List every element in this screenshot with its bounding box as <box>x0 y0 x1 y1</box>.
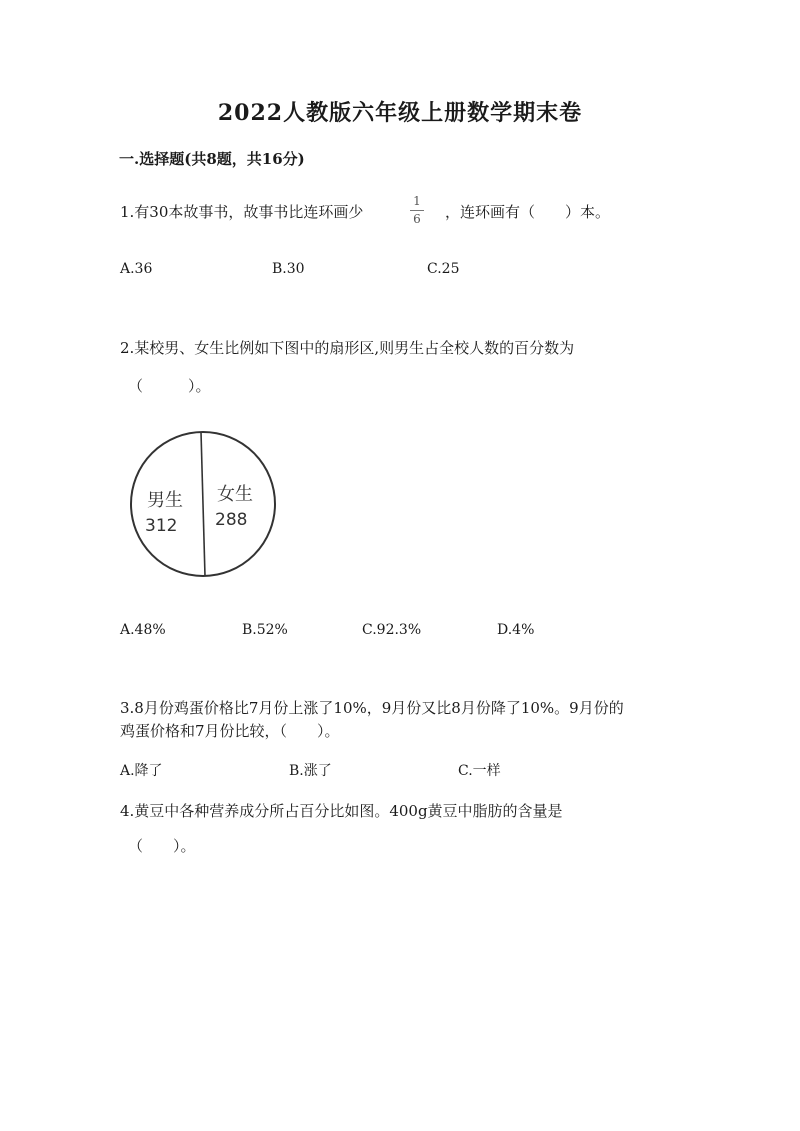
q3-text-line2: 鸡蛋价格和7月份比较，（ ）。 <box>120 722 340 740</box>
pie-label-boys: 男生 <box>147 490 183 511</box>
q2-option-b[interactable]: B.52% <box>242 622 288 638</box>
q1-text-part2: ，连环画有（ ）本。 <box>445 203 611 221</box>
q1-option-a[interactable]: A.36 <box>120 261 153 277</box>
pie-value-boys: 312 <box>145 516 178 536</box>
q2-option-a[interactable]: A.48% <box>120 622 166 638</box>
q1-fraction-numerator: 1 <box>413 194 421 208</box>
q2-text-line2: （ ）。 <box>128 377 211 395</box>
q2-option-d[interactable]: D.4% <box>497 622 535 638</box>
q3-option-b[interactable]: B.涨了 <box>289 763 332 779</box>
q4-text-line1: 4.黄豆中各种营养成分所占百分比如图。400g黄豆中脂肪的含量是 <box>120 802 563 820</box>
q1-fraction-bar <box>410 210 424 211</box>
q1-fraction-denominator: 6 <box>413 212 421 226</box>
q3-option-a[interactable]: A.降了 <box>120 763 163 779</box>
q1-option-b[interactable]: B.30 <box>272 261 305 277</box>
section-heading: 一.选择题(共8题，共16分) <box>119 150 305 168</box>
pie-divider <box>201 432 205 576</box>
q1-fraction <box>408 194 426 227</box>
q3-option-c[interactable]: C.一样 <box>458 763 501 779</box>
q2-text-line1: 2.某校男、女生比例如下图中的扇形区,则男生占全校人数的百分数为 <box>120 339 575 357</box>
pie-value-girls: 288 <box>215 510 248 530</box>
q2-option-c[interactable]: C.92.3% <box>362 622 422 638</box>
q1-option-c[interactable]: C.25 <box>427 261 460 277</box>
q4-text-line2: （ ）。 <box>128 837 196 855</box>
pie-label-girls: 女生 <box>217 484 253 505</box>
q1-text-part1: 1.有30本故事书，故事书比连环画少 <box>120 203 364 221</box>
q3-text-line1: 3.8月份鸡蛋价格比7月份上涨了10%，9月份又比8月份降了10%。9月份的 <box>120 699 624 717</box>
q2-pie-chart <box>125 428 285 583</box>
page-title: 2022人教版六年级上册数学期末卷 <box>217 100 583 126</box>
